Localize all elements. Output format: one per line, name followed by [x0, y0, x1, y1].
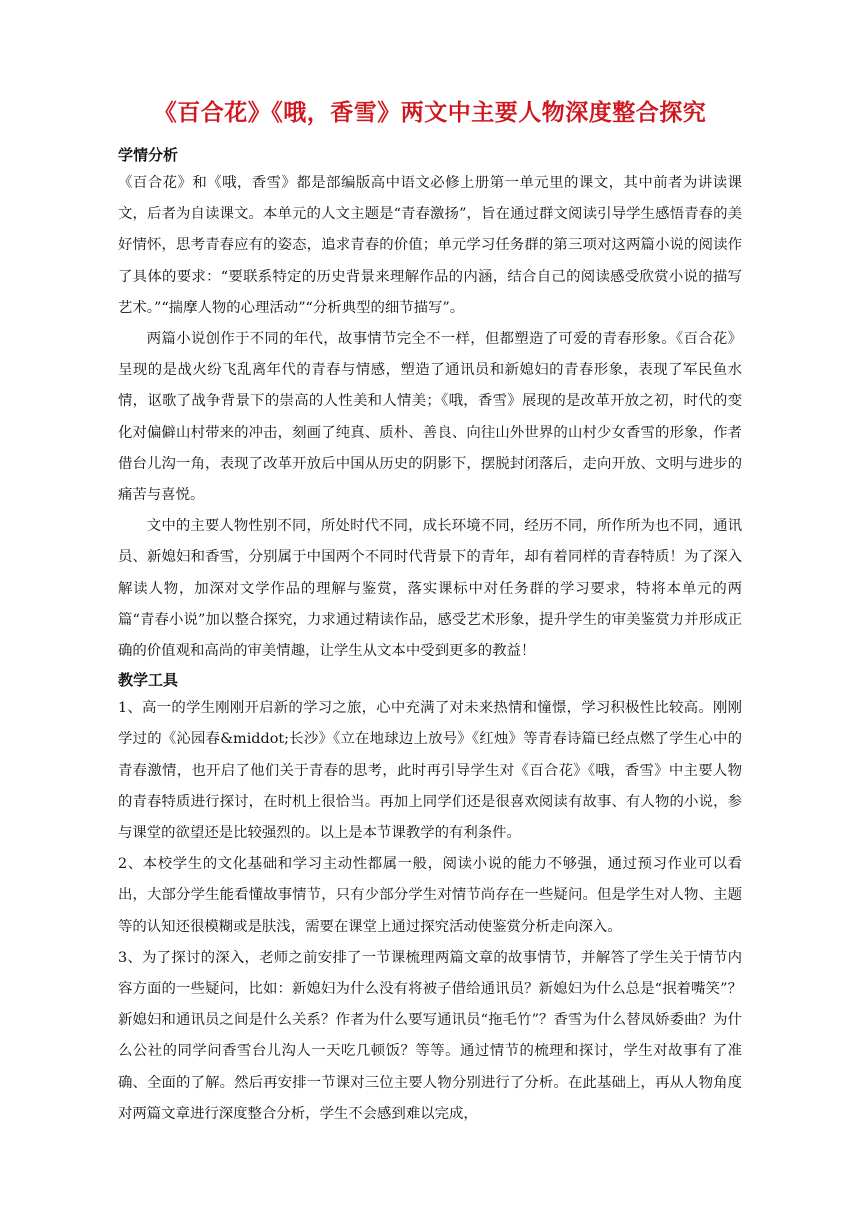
paragraph: 两篇小说创作于不同的年代，故事情节完全不一样，但都塑造了可爱的青春形象。《百合花》呈现的是战火纷飞乱离年代的青春与情感，塑造了通讯员和新媳妇的青春形象，表现了军民鱼水情，讴歌了战争背景下的崇高的人性美和人情美；《哦，香雪》展现的是改革开放之初，时代的变化对偏僻山村带来的冲击，刻画了纯真、质朴、善良、向往山外世界的山村少女香雪的形象，作者借台儿沟一角，表现了改革开放后中国从历史的阴影下，摆脱封闭落后，走向开放、文明与进步的痛苦与喜悦。 [118, 331, 742, 504]
document-page [118, 96, 742, 1130]
paragraph: 3、为了探讨的深入，老师之前安排了一节课梳理两篇文章的故事情节，并解答了学生关于情节内容方面的一些疑问，比如：新媳妇为什么没有将被子借给通讯员？新媳妇为什么总是“抿着嘴笑”？新媳妇和通讯员之间是什么关系？作者为什么要写通讯员“拖毛竹”？香雪为什么替凤娇委曲？为什么公社的同学问香雪台儿沟人一天吃几顿饭？等等。通过情节的梳理和探讨，学生对故事有了准确、全面的了解。然后再安排一节课对三位主要人物分别进行了分析。在此基础上，再从人物角度对两篇文章进行深度整合分析，学生不会感到难以完成， [118, 949, 742, 1122]
section-learning-analysis [118, 142, 742, 667]
paragraph: 2、本校学生的文化基础和学习主动性都属一般，阅读小说的能力不够强，通过预习作业可以看出，大部分学生能看懂故事情节，只有少部分学生对情节尚存在一些疑问。但是学生对人物、主题等的认知还很模糊或是肤浅，需要在课堂上通过探究活动使鉴赏分析走向深入。 [118, 856, 742, 935]
section-teaching-tools [118, 667, 742, 1130]
document-title: 《百合花》《哦，香雪》两文中主要人物深度整合探究 [153, 99, 707, 126]
section-heading: 教学工具 [118, 671, 179, 690]
section-heading: 学情分析 [118, 146, 179, 164]
paragraph: 《百合花》和《哦，香雪》都是部编版高中语文必修上册第一单元里的课文，其中前者为讲读课文，后者为自读课文。本单元的人文主题是“青春激扬”，旨在通过群文阅读引导学生感悟青春的美好情怀，思考青春应有的姿态，追求青春的价值；单元学习任务群的第三项对这两篇小说的阅读作了具体的要求：“要联系特定的历史背景来理解作品的内涵，结合自己的阅读感受欣赏小说的描写艺术。”“揣摩人物的心理活动”“分析典型的细节描写”。 [118, 175, 742, 316]
paragraph: 文中的主要人物性别不同，所处时代不同，成长环境不同，经历不同，所作所为也不同，通讯员、新媳妇和香雪，分别属于中国两个不同时代背景下的青年，却有着同样的青春特质！为了深入解读人物，加深对文学作品的理解与鉴赏，落实课标中对任务群的学习要求，特将本单元的两篇“青春小说”加以整合探究，力求通过精读作品，感受艺术形象，提升学生的审美鉴赏力并形成正确的价值观和高尚的审美情趣，让学生从文本中受到更多的教益！ [118, 518, 742, 660]
paragraph: 1、高一的学生刚刚开启新的学习之旅，心中充满了对未来热情和憧憬，学习积极性比较高。刚刚学过的《沁园春&middot;长沙》《立在地球边上放号》《红烛》等青春诗篇已经点燃了学生心中的青春激情，也开启了他们关于青春的思考，此时再引导学生对《百合花》《哦，香雪》中主要人物的青春特质进行探讨，在时机上很恰当。再加上同学们还是很喜欢阅读有故事、有人物的小说，参与课堂的欲望还是比较强烈的。以上是本节课教学的有利条件。 [118, 700, 742, 842]
